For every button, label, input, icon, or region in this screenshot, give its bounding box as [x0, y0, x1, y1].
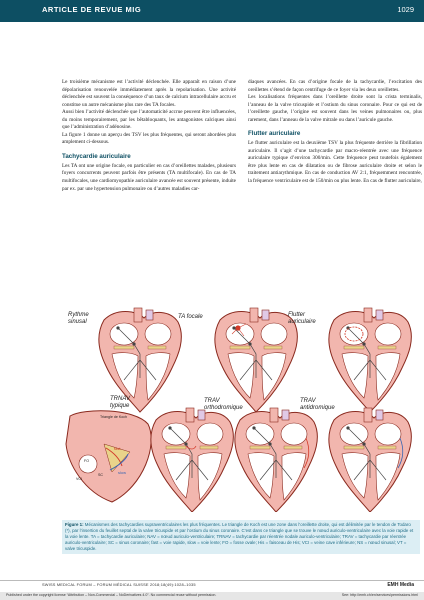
label-sc: SC [98, 473, 103, 477]
label-koch-triangle: Triangle de Koch [100, 415, 128, 419]
heart-orthodromic-avrt [235, 408, 317, 512]
paragraph: Le flutter auriculaire est la deuxième TSV la plus fréquente derrière la fibrillation auriculaire. Il s’agit d’une tachycardie par macro-réentrée avec une fréquence auriculaire typique d’environ 300/min. Cette fréquence peut toutefois également être plus lente en cas de dilatation ou de fibrose auriculaire droite et selon le traitement antiarythmique. En cas de conduction AV 2:1, fréquemment rencontrée, la fréquence ventriculaire est de 150/min ou plus lente. En cas de flutter auriculaire, [248, 140, 422, 185]
section-heading: Flutter auriculaire [248, 130, 301, 138]
publisher-logo: EMH Media [387, 582, 414, 588]
label-focal-at: TA focale [178, 314, 203, 320]
label-fo: FO [84, 459, 89, 463]
paragraph: La figure 1 donne un aperçu des TSV les plus fréquentes, qui seront abordées plus amplement ci-dessous. [62, 131, 236, 146]
koch-triangle-detail [66, 411, 151, 502]
permissions-link[interactable]: See: http://emh.ch/en/services/permissions.html [341, 593, 418, 597]
label-fast-pathway: fast [114, 446, 121, 451]
paragraph: Le troisième mécanisme est l’activité déclenchée. Elle apparaît en raison d’une dépolarisation renouvelée immédiatement après la repolarisation. Une activité déclenchée est souvent la conséquence d’un taux de calcium intracellulaire accru et constitue un autre mécanisme plus rare des TA focales. [62, 79, 236, 108]
caption-text: Mécanismes des tachycardies supraventriculaires les plus fréquentes. Le triangle de Koch est une zone dans l’oreillette droite, qui est délimitée par le tendon de Todaro (*), par l’insertion du feuillet septal de la valve tricuspide et par l’ostium du sinus coronaire. C’est dans ce triangle que se trouve le nœud auriculo-ventriculaire avec la voie rapide et la voie lente. TA = tachycardie auriculaire; NAV = nœud auriculo-ventriculaire; TRNAV = tachycardie par réentrée nodale auriculo-ventriculaire; TRAV = tachycardie par réentrée auriculo-ventriculaire; SC = sinus coronaire; fast = voie rapide, slow = voie lente; FO = fosse ovale; His = faisceau de His; VCI = veine cave inférieure; NS = nœud sinusal; VT = valve tricuspide. [65, 522, 414, 552]
article-category: ARTICLE DE REVUE MIG [42, 5, 142, 14]
label-vci: VCI [76, 477, 82, 481]
section-heading: Tachycardie auriculaire [62, 152, 131, 160]
label-orthodromic-avrt: TRAV orthodromique [204, 398, 243, 411]
paragraph: Les localisations fréquentes dans l’oreillette droite sont la crista terminalis, l’anneau de la valve tricuspide et l’ostium du sinus coronaire. Pour ce qui est de l’oreillette gauche, l’origine est souvent dans les veines pulmonaires ou, plus rarement, dans l’anneau de la valve mitrale ou dans l’auricule gauche. [248, 94, 422, 123]
figure-1 [62, 300, 420, 512]
footer-divider [0, 580, 424, 581]
page-number: 1029 [397, 5, 414, 14]
caption-label: Figure 1: [65, 522, 84, 527]
license-text: Published under the copyright license “Attribution – Non-Commercial – NoDerivatives 4.0”. No commercial reuse without permission. [6, 593, 217, 597]
paragraph: diaques avancées. En cas d’origine focale de la tachycardie, l’excitation des oreillettes s’étend de façon centrifuge de ce foyer via les deux oreillettes. [248, 79, 422, 93]
paragraph: Les TA ont une origine focale, en particulier en cas d’oreillettes malades, plusieurs foyers concurrents peuvent parfois être présents (TA multifocale). En cas de TA multifocales, une cardiomyopathie auriculaire avancée est souvent présente, induite par ex. par une hypertension pulmonaire ou d’autres maladies car- [62, 162, 236, 192]
right-column [248, 79, 422, 186]
label-atrial-flutter: Flutter auriculaire [288, 312, 316, 325]
heart-typical-avnrt [151, 408, 233, 512]
heart-focal-at [215, 308, 297, 412]
left-column [62, 79, 236, 193]
paragraph: Aussi bien l’activité déclenchée que l’automaticité accrue peuvent être influencées, du moins temporairement, par les bêtabloquants, les antagonistes calciques ainsi que l’administration d’adénosine. [62, 109, 236, 131]
label-typical-avnrt: TRNAV typique [110, 396, 131, 409]
label-antidromic-avrt: TRAV antidromique [300, 398, 335, 411]
figure-caption [62, 520, 420, 554]
journal-citation: SWISS MEDICAL FORUM – FORUM MÉDICAL SUISSE 2018;18(49):1028–1035 [42, 582, 196, 587]
label-sinus-rhythm: Rythme sinusal [68, 312, 89, 325]
label-slow-pathway: slow [118, 470, 127, 475]
heart-antidromic-avrt [329, 408, 411, 512]
heart-atrial-flutter [329, 308, 411, 412]
